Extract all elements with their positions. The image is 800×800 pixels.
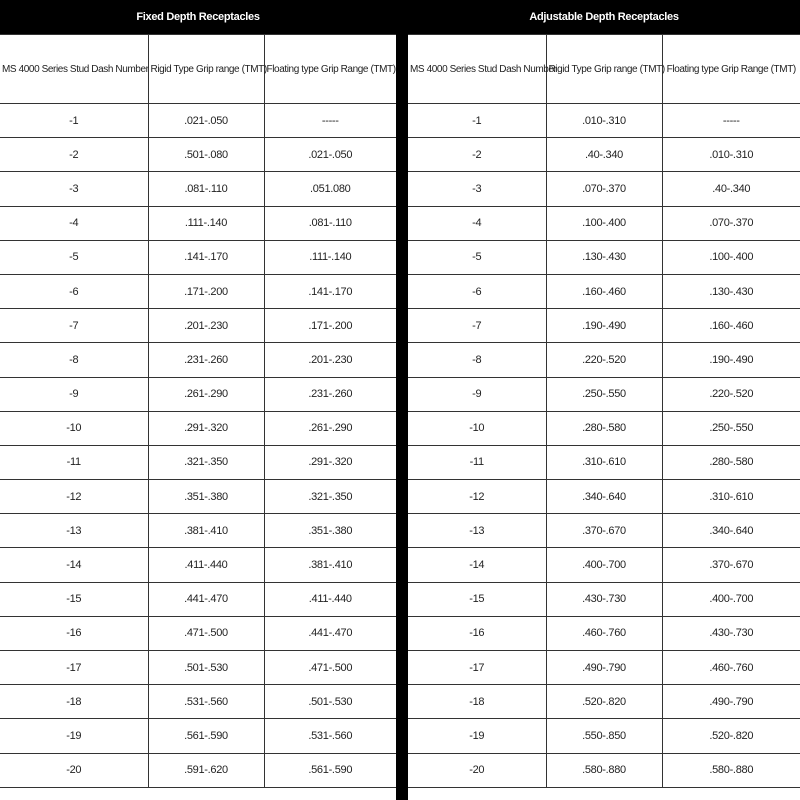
floating-grip-cell: .010-.310	[662, 138, 800, 172]
dash-number-cell: -4	[408, 206, 546, 240]
rigid-grip-cell: .561-.590	[148, 719, 264, 753]
dash-number-cell: -8	[0, 343, 148, 377]
rigid-grip-cell: .100-.400	[546, 206, 662, 240]
dash-number-cell: -16	[408, 616, 546, 650]
floating-grip-cell: .520-.820	[662, 719, 800, 753]
dash-number-cell: -3	[408, 172, 546, 206]
table-row	[408, 616, 800, 650]
dash-number-cell: -15	[0, 582, 148, 616]
table-row	[408, 685, 800, 719]
table-row	[0, 104, 396, 138]
dash-number-cell: -16	[0, 616, 148, 650]
table-row	[0, 274, 396, 308]
adjustable-depth-rows	[408, 104, 800, 788]
dash-number-cell: -5	[0, 240, 148, 274]
rigid-grip-cell: .171-.200	[148, 274, 264, 308]
floating-grip-cell: .231-.260	[264, 377, 396, 411]
floating-grip-cell: .580-.880	[662, 753, 800, 787]
dash-number-cell: -10	[408, 411, 546, 445]
rigid-grip-cell: .280-.580	[546, 411, 662, 445]
table-row	[0, 753, 396, 787]
dash-number-cell: -19	[408, 719, 546, 753]
floating-grip-cell: .190-.490	[662, 343, 800, 377]
table-row	[0, 651, 396, 685]
table-row	[0, 172, 396, 206]
table-row	[0, 343, 396, 377]
floating-grip-cell: .340-.640	[662, 514, 800, 548]
dash-number-cell: -11	[408, 445, 546, 479]
floating-grip-cell: .40-.340	[662, 172, 800, 206]
floating-grip-cell: .081-.110	[264, 206, 396, 240]
table-row	[0, 719, 396, 753]
floating-grip-cell: .201-.230	[264, 343, 396, 377]
table-row	[0, 309, 396, 343]
rigid-grip-cell: .010-.310	[546, 104, 662, 138]
rigid-grip-cell: .310-.610	[546, 445, 662, 479]
table-row	[0, 411, 396, 445]
rigid-grip-cell: .250-.550	[546, 377, 662, 411]
dash-number-cell: -14	[0, 548, 148, 582]
dash-number-cell: -4	[0, 206, 148, 240]
rigid-grip-cell: .190-.490	[546, 309, 662, 343]
dash-number-cell: -14	[408, 548, 546, 582]
floating-grip-cell: .430-.730	[662, 616, 800, 650]
rigid-grip-cell: .220-.520	[546, 343, 662, 377]
dash-number-cell: -10	[0, 411, 148, 445]
floating-grip-cell: -----	[662, 104, 800, 138]
dash-number-cell: -3	[0, 172, 148, 206]
floating-grip-cell: .070-.370	[662, 206, 800, 240]
column-header-rigid-grip: Rigid Type Grip range (TMT)	[546, 35, 662, 104]
dash-number-cell: -17	[408, 651, 546, 685]
rigid-grip-cell: .340-.640	[546, 480, 662, 514]
column-header-rigid-grip: Rigid Type Grip range (TMT)	[148, 35, 264, 104]
table-row	[408, 480, 800, 514]
floating-grip-cell: .130-.430	[662, 274, 800, 308]
table-row	[408, 172, 800, 206]
floating-grip-cell: .100-.400	[662, 240, 800, 274]
column-header-floating-grip: Floating type Grip Range (TMT)	[662, 35, 800, 104]
rigid-grip-cell: .580-.880	[546, 753, 662, 787]
fixed-depth-rows	[0, 104, 396, 788]
rigid-grip-cell: .231-.260	[148, 343, 264, 377]
rigid-grip-cell: .291-.320	[148, 411, 264, 445]
table-row	[408, 104, 800, 138]
rigid-grip-cell: .070-.370	[546, 172, 662, 206]
table-row	[408, 719, 800, 753]
rigid-grip-cell: .501-.530	[148, 651, 264, 685]
rigid-grip-cell: .520-.820	[546, 685, 662, 719]
table-row	[0, 480, 396, 514]
table-row	[408, 582, 800, 616]
floating-grip-cell: .141-.170	[264, 274, 396, 308]
adjustable-depth-table	[408, 0, 800, 788]
rigid-grip-cell: .490-.790	[546, 651, 662, 685]
dash-number-cell: -7	[0, 309, 148, 343]
dash-number-cell: -2	[408, 138, 546, 172]
floating-grip-cell: .370-.670	[662, 548, 800, 582]
dash-number-cell: -7	[408, 309, 546, 343]
floating-grip-cell: .310-.610	[662, 480, 800, 514]
dash-number-cell: -1	[0, 104, 148, 138]
rigid-grip-cell: .591-.620	[148, 753, 264, 787]
rigid-grip-cell: .411-.440	[148, 548, 264, 582]
rigid-grip-cell: .160-.460	[546, 274, 662, 308]
table-row	[408, 753, 800, 787]
table-row	[408, 343, 800, 377]
floating-grip-cell: .051.080	[264, 172, 396, 206]
table-row	[0, 377, 396, 411]
dash-number-cell: -12	[0, 480, 148, 514]
dash-number-cell: -6	[408, 274, 546, 308]
fixed-depth-title: Fixed Depth Receptacles	[0, 0, 396, 35]
floating-grip-cell: .111-.140	[264, 240, 396, 274]
table-row	[408, 411, 800, 445]
rigid-grip-cell: .130-.430	[546, 240, 662, 274]
floating-grip-cell: .460-.760	[662, 651, 800, 685]
table-row	[408, 651, 800, 685]
floating-grip-cell: .411-.440	[264, 582, 396, 616]
rigid-grip-cell: .430-.730	[546, 582, 662, 616]
table-row	[408, 548, 800, 582]
dash-number-cell: -20	[408, 753, 546, 787]
floating-grip-cell: .021-.050	[264, 138, 396, 172]
floating-grip-cell: .220-.520	[662, 377, 800, 411]
dash-number-cell: -6	[0, 274, 148, 308]
fixed-depth-table	[0, 0, 396, 788]
dash-number-cell: -9	[0, 377, 148, 411]
rigid-grip-cell: .201-.230	[148, 309, 264, 343]
rigid-grip-cell: .40-.340	[546, 138, 662, 172]
table-row	[408, 138, 800, 172]
rigid-grip-cell: .111-.140	[148, 206, 264, 240]
floating-grip-cell: .381-.410	[264, 548, 396, 582]
floating-grip-cell: .531-.560	[264, 719, 396, 753]
floating-grip-cell: .471-.500	[264, 651, 396, 685]
dash-number-cell: -13	[0, 514, 148, 548]
dash-number-cell: -17	[0, 651, 148, 685]
dash-number-cell: -18	[0, 685, 148, 719]
table-row	[408, 240, 800, 274]
rigid-grip-cell: .460-.760	[546, 616, 662, 650]
rigid-grip-cell: .321-.350	[148, 445, 264, 479]
column-header-dash-number: MS 4000 Series Stud Dash Number	[0, 35, 148, 104]
rigid-grip-cell: .400-.700	[546, 548, 662, 582]
floating-grip-cell: .261-.290	[264, 411, 396, 445]
rigid-grip-cell: .381-.410	[148, 514, 264, 548]
table-row	[0, 240, 396, 274]
dash-number-cell: -5	[408, 240, 546, 274]
table-row	[408, 206, 800, 240]
dash-number-cell: -19	[0, 719, 148, 753]
table-divider	[396, 0, 408, 800]
floating-grip-cell: -----	[264, 104, 396, 138]
floating-grip-cell: .250-.550	[662, 411, 800, 445]
table-row	[408, 274, 800, 308]
table-row	[0, 616, 396, 650]
dash-number-cell: -1	[408, 104, 546, 138]
rigid-grip-cell: .471-.500	[148, 616, 264, 650]
column-header-floating-grip: Floating type Grip Range (TMT)	[264, 35, 396, 104]
floating-grip-cell: .441-.470	[264, 616, 396, 650]
adjustable-depth-title: Adjustable Depth Receptacles	[408, 0, 800, 35]
dash-number-cell: -15	[408, 582, 546, 616]
floating-grip-cell: .490-.790	[662, 685, 800, 719]
floating-grip-cell: .321-.350	[264, 480, 396, 514]
rigid-grip-cell: .370-.670	[546, 514, 662, 548]
column-header-dash-number: MS 4000 Series Stud Dash Number	[408, 35, 546, 104]
rigid-grip-cell: .141-.170	[148, 240, 264, 274]
table-row	[0, 138, 396, 172]
dash-number-cell: -8	[408, 343, 546, 377]
table-row	[0, 445, 396, 479]
floating-grip-cell: .171-.200	[264, 309, 396, 343]
rigid-grip-cell: .021-.050	[148, 104, 264, 138]
dash-number-cell: -2	[0, 138, 148, 172]
floating-grip-cell: .291-.320	[264, 445, 396, 479]
table-row	[408, 514, 800, 548]
floating-grip-cell: .501-.530	[264, 685, 396, 719]
dash-number-cell: -18	[408, 685, 546, 719]
dash-number-cell: -9	[408, 377, 546, 411]
table-row	[0, 206, 396, 240]
table-row	[408, 377, 800, 411]
table-row	[0, 548, 396, 582]
table-row	[408, 445, 800, 479]
dash-number-cell: -11	[0, 445, 148, 479]
floating-grip-cell: .561-.590	[264, 753, 396, 787]
dash-number-cell: -12	[408, 480, 546, 514]
floating-grip-cell: .160-.460	[662, 309, 800, 343]
dash-number-cell: -20	[0, 753, 148, 787]
dash-number-cell: -13	[408, 514, 546, 548]
rigid-grip-cell: .081-.110	[148, 172, 264, 206]
floating-grip-cell: .280-.580	[662, 445, 800, 479]
floating-grip-cell: .400-.700	[662, 582, 800, 616]
rigid-grip-cell: .261-.290	[148, 377, 264, 411]
rigid-grip-cell: .550-.850	[546, 719, 662, 753]
table-row	[0, 685, 396, 719]
rigid-grip-cell: .501-.080	[148, 138, 264, 172]
rigid-grip-cell: .441-.470	[148, 582, 264, 616]
table-row	[0, 514, 396, 548]
rigid-grip-cell: .531-.560	[148, 685, 264, 719]
table-row	[0, 582, 396, 616]
floating-grip-cell: .351-.380	[264, 514, 396, 548]
rigid-grip-cell: .351-.380	[148, 480, 264, 514]
table-row	[408, 309, 800, 343]
